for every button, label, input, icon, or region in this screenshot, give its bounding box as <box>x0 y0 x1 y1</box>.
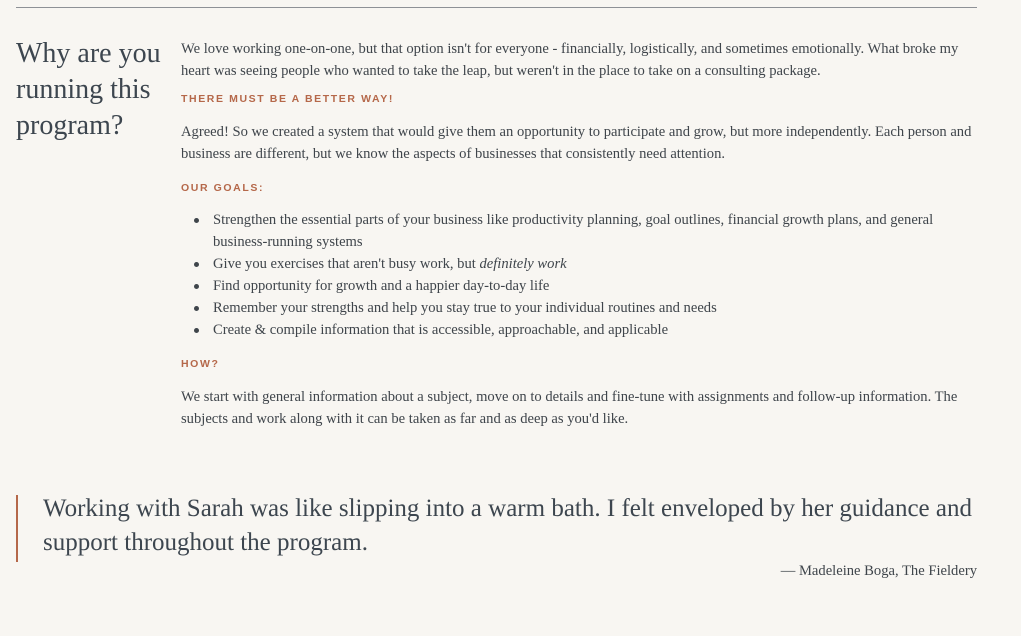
goal-item: Remember your strengths and help you stay true to your individual routines and needs <box>213 297 981 319</box>
goals-list <box>181 209 981 341</box>
how-paragraph: We start with general information about a subject, move on to details and fine-tune with assignments and follow-up information. The subjects and work along with it can be taken as far and as deep as you'd like. <box>181 389 958 427</box>
section-heading: Why are you running this program? <box>16 38 161 141</box>
testimonial-quote <box>16 492 977 562</box>
goal-item: Create & compile information that is accessible, approachable, and applicable <box>213 319 981 341</box>
goal-item-emphasis: definitely work <box>479 256 567 272</box>
quote-attribution: — Madeleine Boga, The Fieldery <box>780 563 977 579</box>
goals-label: OUR GOALS: <box>181 182 265 194</box>
top-divider <box>16 7 977 8</box>
quote-text: Working with Sarah was like slipping into a warm bath. I felt enveloped by her guidance and support throughout the program. <box>43 495 972 556</box>
goal-item-text: Give you exercises that aren't busy work, but <box>213 256 480 272</box>
better-way-paragraph: Agreed! So we created a system that would give them an opportunity to participate and grow, but more independently. Each person and business are different, but we know the aspects of businesses that consistently need attention. <box>181 124 972 162</box>
intro-paragraph: We love working one-on-one, but that option isn't for everyone - financially, logistically, and sometimes emotionally. What broke my heart was seeing people who wanted to take the leap, but weren't in the place to take on a consulting package. <box>181 41 959 79</box>
quote-accent-bar <box>16 495 18 562</box>
goal-item <box>213 253 981 275</box>
better-way-label: THERE MUST BE A BETTER WAY! <box>181 93 394 105</box>
how-label: HOW? <box>181 358 220 370</box>
section-content <box>181 38 981 430</box>
goal-item: Find opportunity for growth and a happier day-to-day life <box>213 275 981 297</box>
goal-item: Strengthen the essential parts of your business like productivity planning, goal outlines, financial growth plans, and general business-running systems <box>213 209 981 253</box>
